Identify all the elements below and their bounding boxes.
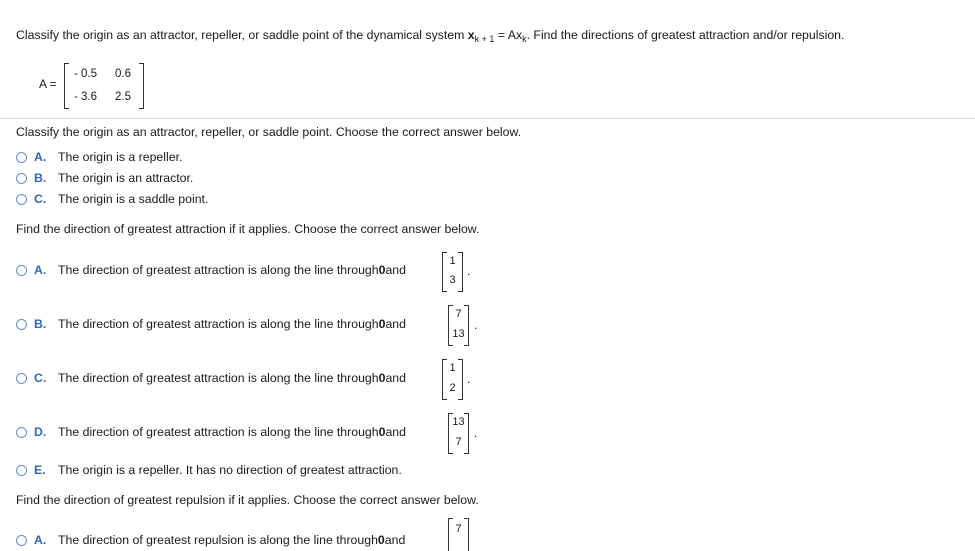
option-text: The origin is a repeller.: [58, 150, 183, 164]
option-text: The direction of greatest repulsion is along the line through: [58, 533, 378, 547]
vector-entry-bottom: 3: [449, 274, 456, 286]
option-letter: E.: [34, 463, 46, 477]
radio-button[interactable]: [16, 319, 27, 330]
repulsion-option-a[interactable]: [16, 533, 405, 547]
period: .: [467, 264, 471, 278]
vector-entry-top: 7: [455, 523, 462, 535]
option-and: and: [384, 533, 406, 547]
matrix-cell-12: 0.6: [115, 68, 131, 80]
vector-entry-top: 13: [452, 416, 465, 428]
classify-option-a[interactable]: [16, 150, 182, 164]
zero-vector: 0: [377, 533, 385, 547]
matrix-label: A =: [39, 77, 57, 91]
option-letter: A.: [34, 533, 47, 547]
matrix-left-bracket: [64, 63, 69, 109]
divider: [0, 118, 975, 119]
option-and: and: [385, 317, 406, 331]
option-letter: B.: [34, 171, 47, 185]
vector-entry-top: 1: [449, 362, 456, 374]
radio-button[interactable]: [16, 173, 27, 184]
period: .: [474, 318, 478, 332]
option-letter: C.: [34, 192, 47, 206]
matrix-cell-22: 2.5: [115, 91, 131, 103]
attraction-vector-b: [448, 305, 469, 346]
option-text: The origin is a repeller. It has no direction of greatest attraction.: [58, 463, 402, 477]
repulsion-prompt: Find the direction of greatest repulsion if it applies. Choose the correct answer below.: [16, 493, 479, 507]
question-text: [16, 28, 844, 44]
attraction-option-e[interactable]: [16, 463, 402, 477]
zero-vector: 0: [378, 371, 386, 385]
option-text: The origin is a saddle point.: [58, 192, 209, 206]
radio-button[interactable]: [16, 535, 27, 546]
attraction-option-a[interactable]: [16, 263, 406, 277]
radio-button[interactable]: [16, 465, 27, 476]
option-text: The origin is an attractor.: [58, 171, 194, 185]
zero-vector: 0: [378, 263, 386, 277]
matrix-cell-21: - 3.6: [74, 91, 98, 103]
option-text: The direction of greatest attraction is along the line through: [58, 371, 379, 385]
attraction-option-c[interactable]: [16, 371, 406, 385]
vector-entry-bottom: 7: [455, 436, 462, 448]
vector-entry-top: 1: [449, 255, 456, 267]
attraction-vector-d: [448, 413, 469, 454]
option-letter: A.: [34, 263, 47, 277]
option-text: The direction of greatest attraction is along the line through: [58, 425, 379, 439]
zero-vector: 0: [378, 425, 386, 439]
radio-button[interactable]: [16, 373, 27, 384]
question-part1: Classify the origin as an attractor, repeller, or saddle point of the dynamical system: [16, 28, 468, 42]
subscript-k-plus-1: k + 1: [474, 34, 495, 44]
option-letter: D.: [34, 425, 47, 439]
equation-ax: = Ax: [494, 28, 523, 42]
attraction-vector-c: [442, 359, 463, 400]
radio-button[interactable]: [16, 194, 27, 205]
vector-entry-bottom: 13: [452, 328, 465, 340]
attraction-option-d[interactable]: [16, 425, 406, 439]
vector-entry-top: 7: [455, 308, 462, 320]
vector-x: x: [467, 28, 475, 42]
vector-entry-bottom: 2: [449, 382, 456, 394]
matrix-a: [64, 63, 144, 109]
radio-button[interactable]: [16, 427, 27, 438]
attraction-vector-a: [442, 252, 463, 292]
radio-button[interactable]: [16, 152, 27, 163]
period: .: [467, 372, 471, 386]
attraction-option-b[interactable]: [16, 317, 406, 331]
matrix-right-bracket: [139, 63, 144, 109]
option-and: and: [385, 371, 406, 385]
radio-button[interactable]: [16, 265, 27, 276]
option-and: and: [385, 425, 406, 439]
period: .: [474, 426, 478, 440]
classify-option-b[interactable]: [16, 171, 193, 185]
option-and: and: [385, 263, 406, 277]
option-letter: B.: [34, 317, 47, 331]
option-letter: C.: [34, 371, 47, 385]
subscript-k: k: [522, 34, 527, 44]
question-part2: . Find the directions of greatest attraction and/or repulsion.: [526, 28, 845, 42]
option-text: The direction of greatest attraction is along the line through: [58, 317, 379, 331]
attraction-prompt: Find the direction of greatest attraction if it applies. Choose the correct answer below.: [16, 222, 480, 236]
matrix-cell-11: - 0.5: [74, 68, 98, 80]
classify-option-c[interactable]: [16, 192, 208, 206]
classify-prompt: Classify the origin as an attractor, repeller, or saddle point. Choose the correct answer below.: [16, 125, 522, 139]
option-letter: A.: [34, 150, 47, 164]
repulsion-vector-a: [448, 518, 469, 551]
option-text: The direction of greatest attraction is along the line through: [58, 263, 379, 277]
zero-vector: 0: [378, 317, 386, 331]
